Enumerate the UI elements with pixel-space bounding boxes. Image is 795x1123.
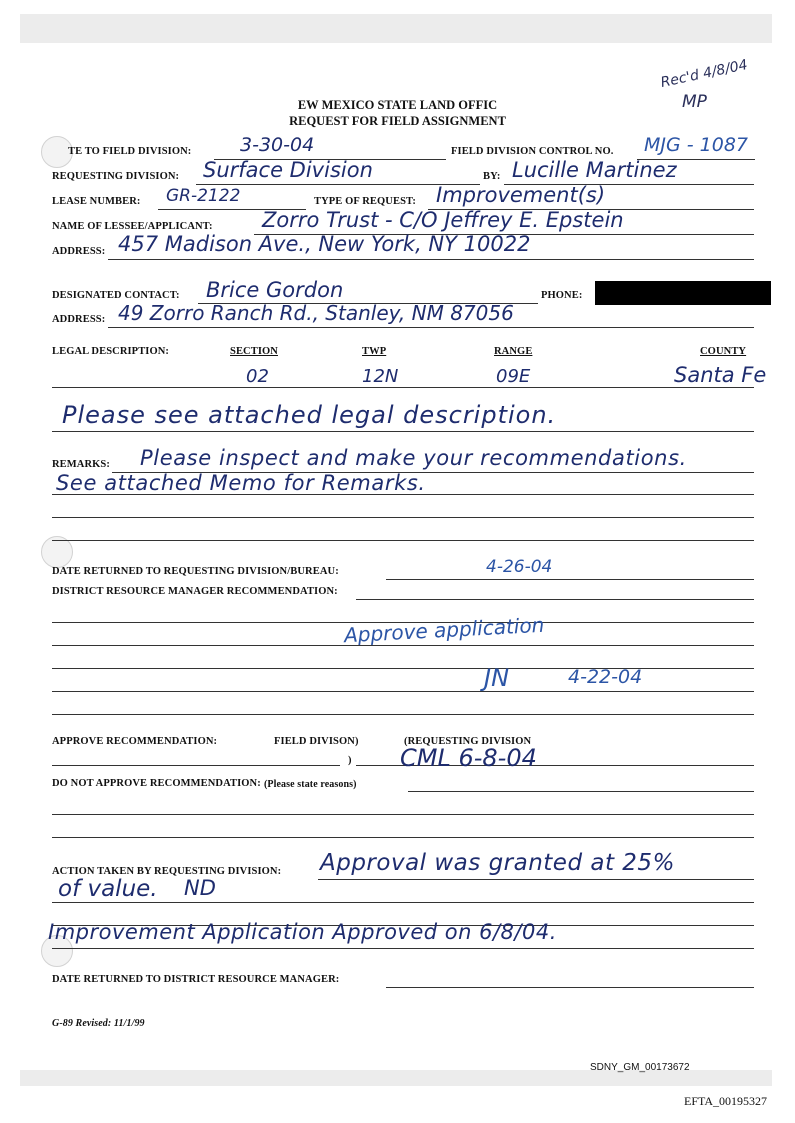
district-line-2 (52, 645, 754, 646)
remarks-line-4 (52, 540, 754, 541)
approve-label: APPROVE RECOMMENDATION: (52, 736, 218, 747)
form-revision: G-89 Revised: 11/1/99 (52, 1018, 145, 1029)
action-line-4 (52, 948, 754, 949)
legal-line-1 (52, 387, 754, 388)
district-line-4 (52, 691, 754, 692)
district-recommendation-text: Approve application (343, 612, 545, 648)
district-line-0 (356, 599, 754, 600)
remarks-line1: Please inspect and make your recommendations. (140, 446, 687, 470)
not-approve-note: (Please state reasons) (264, 779, 357, 790)
control-no-label: FIELD DIVISION CONTROL NO. (451, 146, 614, 157)
lease-number-value: GR-2122 (166, 186, 241, 206)
bates-number: SDNY_GM_00173672 (590, 1062, 690, 1073)
lessee-label: NAME OF LESSEE/APPLICANT: (52, 221, 213, 232)
district-recommendation-label: DISTRICT RESOURCE MANAGER RECOMMENDATION: (52, 586, 338, 597)
control-no-value: MJG - 1087 (644, 134, 749, 156)
address1-line (108, 259, 754, 260)
not-approve-line-2 (52, 837, 754, 838)
approve-signature: CML 6-8-04 (400, 744, 537, 772)
not-approve-label: DO NOT APPROVE RECOMMENDATION: (52, 778, 261, 789)
address2-label: ADDRESS: (52, 314, 106, 325)
remarks-line-3 (52, 517, 754, 518)
requesting-division-label: REQUESTING DIVISION: (52, 171, 180, 182)
action-line2: of value. (58, 876, 158, 902)
by-label: BY: (483, 171, 501, 182)
phone-redaction (595, 281, 771, 305)
lease-number-label: LEASE NUMBER: (52, 196, 141, 207)
approve-paren: ) (348, 755, 352, 766)
type-of-request-value: Improvement(s) (436, 183, 606, 207)
efta-number: EFTA_00195327 (684, 1094, 768, 1108)
legal-note: Please see attached legal description. (62, 401, 557, 429)
address1-value: 457 Madison Ave., New York, NY 10022 (118, 232, 531, 256)
date-to-field-value: 3-30-04 (240, 134, 315, 156)
range-value: 09E (496, 366, 531, 387)
action-line-1 (318, 879, 754, 880)
action-line2-initials: ND (184, 876, 216, 900)
form-title: REQUEST FOR FIELD ASSIGNMENT (289, 114, 506, 128)
receipt-initials: MP (682, 92, 707, 112)
action-label: ACTION TAKEN BY REQUESTING DIVISION: (52, 866, 282, 877)
district-line-3 (52, 668, 754, 669)
not-approve-line-0 (408, 791, 754, 792)
remarks-line2: See attached Memo for Remarks. (56, 471, 426, 495)
by-value: Lucille Martinez (512, 158, 677, 182)
approve-field-division: FIELD DIVISON) (274, 736, 359, 747)
section-value: 02 (246, 366, 269, 387)
legal-line-2 (52, 431, 754, 432)
remarks-label: REMARKS: (52, 459, 110, 470)
approve-requesting-division: (REQUESTING DIVISION (404, 736, 532, 747)
address2-line (108, 327, 754, 328)
approve-line-field (52, 765, 340, 766)
date-to-field-label: TE TO FIELD DIVISION: (68, 146, 192, 157)
section-header: SECTION (230, 346, 278, 357)
date-returned-line (386, 579, 754, 580)
district-date: 4-22-04 (568, 666, 643, 688)
district-line-5 (52, 714, 754, 715)
action-line-2 (52, 902, 754, 903)
address2-value: 49 Zorro Ranch Rd., Stanley, NM 87056 (118, 301, 514, 325)
type-of-request-label: TYPE OF REQUEST: (314, 196, 416, 207)
phone-label: PHONE: (541, 290, 583, 301)
contact-value: Brice Gordon (206, 278, 344, 302)
agency-name: EW MEXICO STATE LAND OFFIC (297, 98, 498, 112)
contact-label: DESIGNATED CONTACT: (52, 290, 180, 301)
range-header: RANGE (494, 346, 533, 357)
action-line3: Improvement Application Approved on 6/8/04. (48, 920, 557, 944)
action-line1: Approval was granted at 25% (320, 850, 675, 876)
twp-value: 12N (362, 366, 399, 387)
not-approve-line-1 (52, 814, 754, 815)
top-scan-border (20, 14, 772, 43)
date-returned-district-label: DATE RETURNED TO DISTRICT RESOURCE MANAGER: (52, 974, 340, 985)
county-header: COUNTY (700, 346, 747, 357)
county-value: Santa Fe (674, 363, 767, 387)
district-initials: JN (484, 664, 510, 692)
lessee-value: Zorro Trust - C/O Jeffrey E. Epstein (262, 208, 624, 232)
legal-description-label: LEGAL DESCRIPTION: (52, 346, 170, 357)
twp-header: TWP (362, 346, 387, 357)
address1-label: ADDRESS: (52, 246, 106, 257)
date-returned-label: DATE RETURNED TO REQUESTING DIVISION/BUREAU: (52, 566, 339, 577)
receipt-stamp: Rec'd 4/8/04 (659, 56, 749, 92)
date-returned-value: 4-26-04 (486, 557, 553, 577)
requesting-division-value: Surface Division (203, 158, 373, 182)
date-returned-district-line (386, 987, 754, 988)
